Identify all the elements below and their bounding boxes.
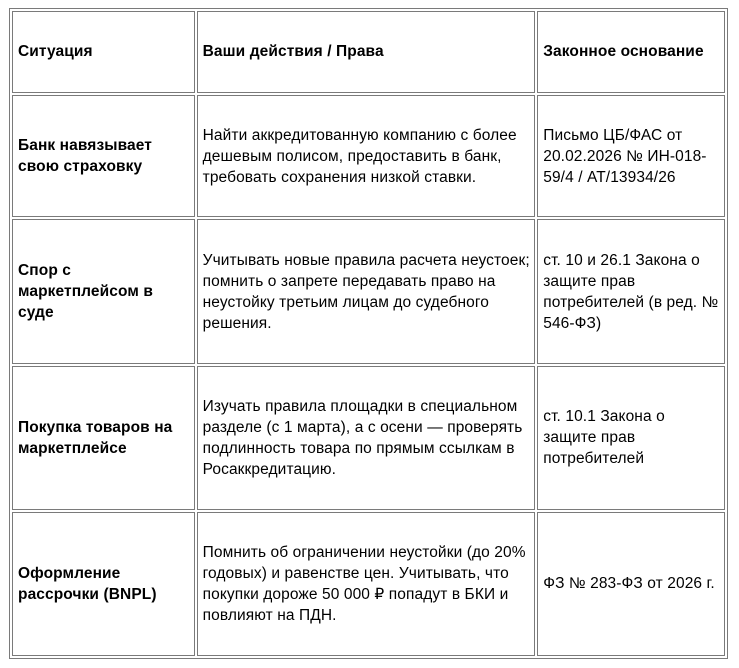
table-row: [12, 95, 725, 218]
cell-situation: Оформление рассрочки (BNPL): [12, 512, 195, 656]
cell-actions: Учитывать новые правила расчета неустоек; помнить о запрете передавать право на неустойку третьим лицам до судебного решения.: [197, 219, 536, 363]
table-row: [12, 366, 725, 510]
table-row: [12, 219, 725, 363]
table-row: [12, 512, 725, 656]
cell-legal-basis: ФЗ № 283-ФЗ от 2026 г.: [537, 512, 725, 656]
cell-situation: Банк навязывает свою страховку: [12, 95, 195, 218]
header-situation: Ситуация: [12, 11, 195, 93]
cell-legal-basis: ст. 10.1 Закона о защите прав потребителей: [537, 366, 725, 510]
cell-situation: Покупка товаров на маркетплейсе: [12, 366, 195, 510]
cell-actions: Изучать правила площадки в специальном разделе (с 1 марта), а с осени — проверять подлинность товара по прямым ссылкам в Росаккредитацию.: [197, 366, 536, 510]
header-actions: Ваши действия / Права: [197, 11, 536, 93]
cell-actions: Помнить об ограничении неустойки (до 20% годовых) и равенстве цен. Учитывать, что покупки дороже 50 000 ₽ попадут в БКИ и повлияют на ПДН.: [197, 512, 536, 656]
cell-legal-basis: Письмо ЦБ/ФАС от 20.02.2026 № ИН-018-59/4 / АТ/13934/26: [537, 95, 725, 218]
cell-situation: Спор с маркетплейсом в суде: [12, 219, 195, 363]
table-header-row: [12, 11, 725, 93]
cell-legal-basis: ст. 10 и 26.1 Закона о защите прав потребителей (в ред. № 546-ФЗ): [537, 219, 725, 363]
cell-actions: Найти аккредитованную компанию с более дешевым полисом, предоставить в банк, требовать сохранения низкой ставки.: [197, 95, 536, 218]
consumer-rights-table: [9, 8, 728, 659]
header-legal-basis: Законное основание: [537, 11, 725, 93]
